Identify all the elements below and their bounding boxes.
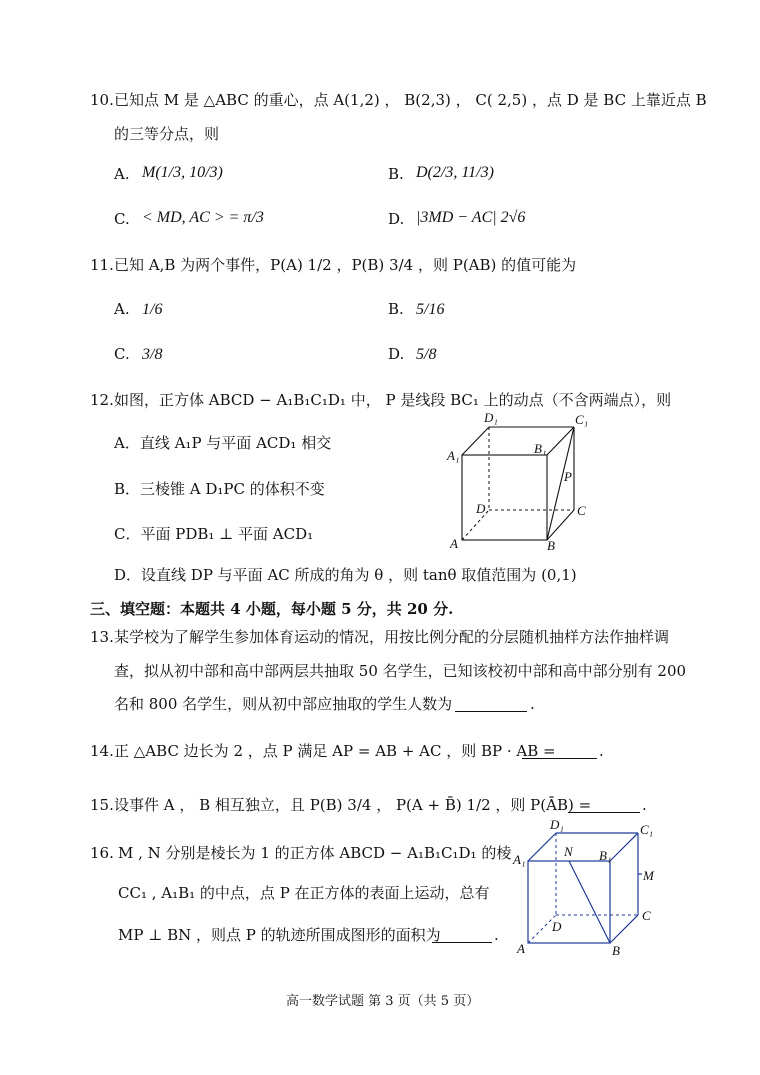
q10-number: 10. xyxy=(90,91,114,109)
label-c1: C₁ xyxy=(575,412,589,427)
q14-answer-blank[interactable] xyxy=(522,758,597,759)
q10-option-b-label: B. xyxy=(388,165,404,183)
label-b1: B₁ xyxy=(534,441,547,456)
q10-option-a-label: A. xyxy=(114,165,130,183)
label-c: C xyxy=(577,503,586,518)
q11-stem: 已知 A,B 为两个事件，P(A) 1/2 ，P(B) 3/4 ，则 P(AB) 的值可能为 xyxy=(114,256,577,274)
q11-option-a-label: A. xyxy=(114,300,130,318)
q16-answer-blank[interactable] xyxy=(432,942,492,943)
q13-number: 13. xyxy=(90,628,114,646)
edge-a1d1 xyxy=(528,833,556,861)
q12-option-d: D．设直线 DP 与平面 AC 所成的角为 θ ，则 tanθ 取值范围为 (0,1) xyxy=(114,566,577,584)
label-a: A xyxy=(450,536,458,551)
q13-answer-blank[interactable] xyxy=(455,711,527,712)
edge-bc xyxy=(610,915,638,943)
q10-option-c: < MD, AC > = π/3 xyxy=(142,209,264,226)
edge-b1c1 xyxy=(547,427,574,455)
q14-number: 14. xyxy=(90,742,114,760)
label-d1: D₁ xyxy=(550,817,564,832)
q12-option-c: C．平面 PDB₁ ⊥ 平面 ACD₁ xyxy=(114,525,314,543)
q10-option-d: |3MD − AC| 2√6 xyxy=(416,209,526,226)
q10-stem-line1: 已知点 M 是 △ABC 的重心，点 A(1,2) ， B(2,3) ， C( 2,5) ，点 D 是 BC 上靠近点 B xyxy=(114,91,707,109)
q11-option-a: 1/6 xyxy=(142,301,163,318)
label-b1: B₁ xyxy=(599,848,612,863)
label-a: A xyxy=(517,941,525,956)
q13-line2: 查，拟从初中部和高中部两层共抽取 50 名学生，已知该校初中部和高中部分别有 200 xyxy=(114,662,687,680)
q12-number: 12. xyxy=(90,391,114,409)
q15-number: 15. xyxy=(90,796,114,814)
section-3-heading: 三、填空题：本题共 4 小题，每小题 5 分，共 20 分. xyxy=(90,600,454,618)
q12-stem: 如图，正方体 ABCD − A₁B₁C₁D₁ 中， P 是线段 BC₁ 上的动点（不含两端点），则 xyxy=(114,391,672,409)
label-d1: D₁ xyxy=(484,410,498,425)
q10-option-c-label: C. xyxy=(114,210,130,228)
label-d: D xyxy=(476,501,486,516)
cube-front-face xyxy=(462,455,547,540)
label-d: D xyxy=(552,919,562,934)
q13-line3: 名和 800 名学生，则从初中部应抽取的学生人数为 xyxy=(114,695,453,713)
label-a1: A₁ xyxy=(447,448,460,463)
q11-option-d: 5/8 xyxy=(416,346,437,363)
q11-number: 11. xyxy=(90,256,114,274)
q13-line1: 某学校为了解学生参加体育运动的情况，用按比例分配的分层随机抽样方法作抽样调 xyxy=(114,628,670,646)
q11-option-c-label: C. xyxy=(114,345,130,363)
q16-line3: MP ⊥ BN ，则点 P 的轨迹所围成图形的面积为 xyxy=(118,926,441,944)
edge-b1c1 xyxy=(610,833,638,861)
label-c: C xyxy=(642,908,651,923)
label-p: P xyxy=(564,469,572,484)
q15-answer-blank[interactable] xyxy=(568,812,640,813)
page-footer: 高一数学试题 第 3 页（共 5 页） xyxy=(286,994,480,1009)
label-b: B xyxy=(547,538,555,553)
label-b: B xyxy=(612,943,620,958)
q11-option-b-label: B. xyxy=(388,300,404,318)
q11-option-b: 5/16 xyxy=(416,301,445,318)
edge-a1d1 xyxy=(462,427,489,455)
q16-line1: M , N 分别是棱长为 1 的正方体 ABCD − A₁B₁C₁D₁ 的棱 xyxy=(118,844,512,862)
q14-text: 正 △ABC 边长为 2 ，点 P 满足 AP = AB + AC ，则 BP · AB = xyxy=(114,742,556,760)
label-n: N xyxy=(564,844,573,859)
q11-option-c: 3/8 xyxy=(142,346,163,363)
q11-option-d-label: D. xyxy=(388,345,405,363)
q14-end: . xyxy=(599,742,604,760)
label-c1: C₁ xyxy=(640,822,654,837)
q10-option-a: M(1/3, 10/3) xyxy=(142,164,223,181)
q16-end: . xyxy=(494,926,499,944)
q10-stem-line2: 的三等分点，则 xyxy=(114,125,220,143)
segment-bn xyxy=(569,861,610,943)
cube-front-face xyxy=(528,861,610,943)
q10-option-d-label: D. xyxy=(388,210,405,228)
q13-end: . xyxy=(530,695,535,713)
q16-cube-figure xyxy=(512,818,662,958)
q10-option-b: D(2/3, 11/3) xyxy=(416,164,494,181)
q16-line2: CC₁ , A₁B₁ 的中点，点 P 在正方体的表面上运动，总有 xyxy=(118,884,490,902)
q15-end: . xyxy=(642,796,647,814)
q15-text: 设事件 A ， B 相互独立，且 P(B) 3/4 ， P(A + B̄) 1/2 ，则 P(ĀB) = xyxy=(114,796,592,814)
label-a1: A₁ xyxy=(513,852,526,867)
q12-option-a: A．直线 A₁P 与平面 ACD₁ 相交 xyxy=(114,434,332,452)
q12-cube-figure xyxy=(444,410,594,555)
q16-number: 16. xyxy=(90,844,114,862)
label-m: M xyxy=(643,868,654,883)
q12-option-b: B．三棱锥 A D₁PC 的体积不变 xyxy=(114,480,325,498)
